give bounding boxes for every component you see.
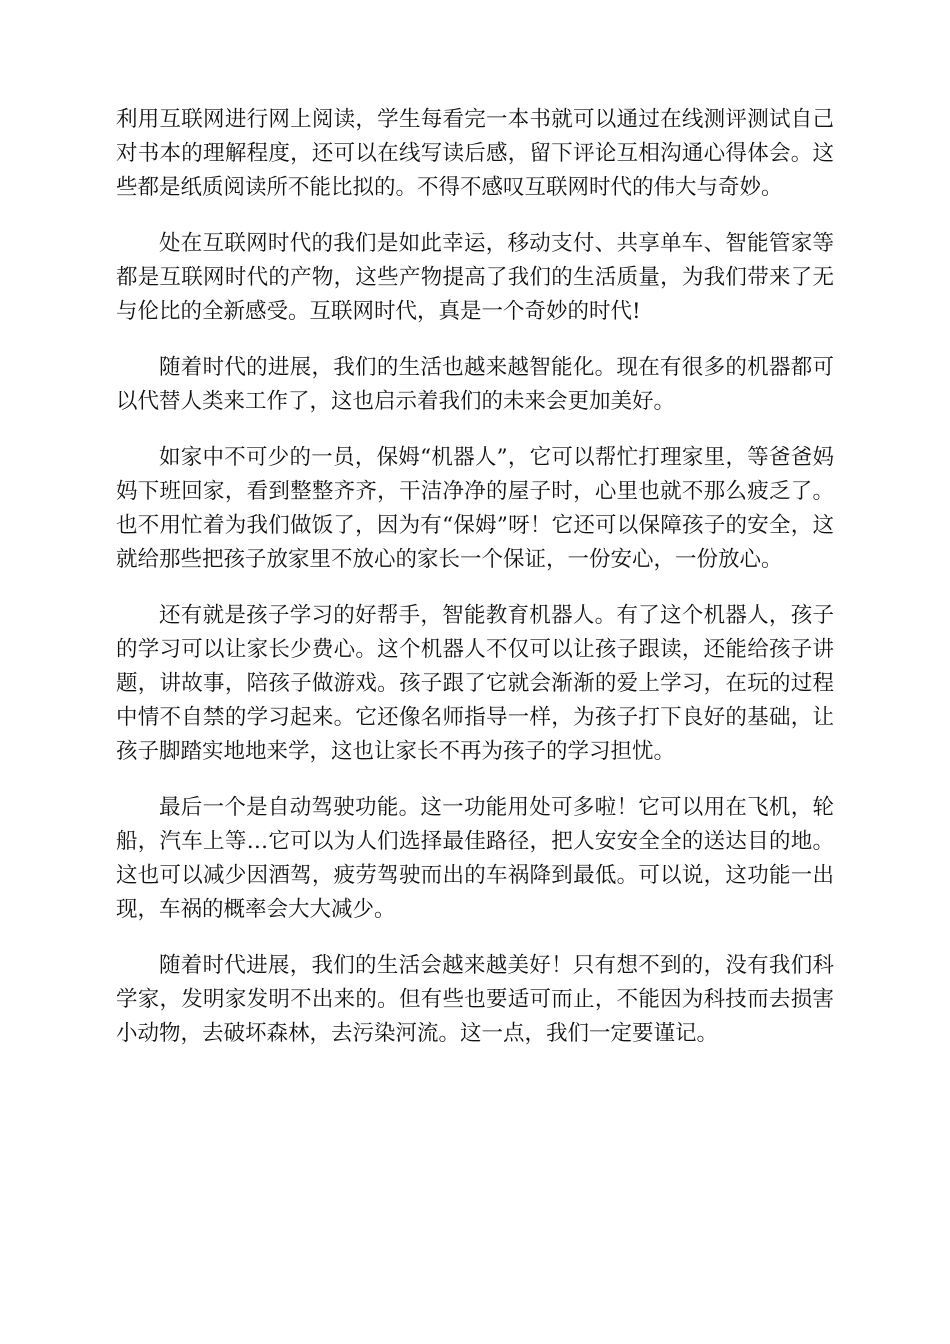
paragraph-5: 还有就是孩子学习的好帮手，智能教育机器人。有了这个机器人，孩子的学习可以让家长少费心。这个机器人不仅可以让孩子跟读，还能给孩子讲题，讲故事，陪孩子做游戏。孩子跟了它就会渐渐的爱上学习，在玩的过程中情不自禁的学习起来。它还像名师指导一样，为孩子打下良好的基础，让孩子脚踏实地地来学，这也让家长不再为孩子的学习担忧。 [116,603,834,764]
paragraph-4: 如家中不可少的一员，保姆“机器人”，它可以帮忙打理家里，等爸爸妈妈下班回家，看到整整齐齐，干洁净净的屋子时，心里也就不那么疲乏了。也不用忙着为我们做饭了，因为有“保姆”呀！它还可以保障孩子的安全，这就给那些把孩子放家里不放心的家长一个保证，一份安心，一份放心。 [116,445,834,572]
paragraph-7: 随着时代进展，我们的生活会越来越美好！只有想不到的，没有我们科学家，发明家发明不出来的。但有些也要适可而止，不能因为科技而去损害小动物，去破坏森林，去污染河流。这一点，我们一定要谨记。 [116,953,834,1046]
paragraph-2: 处在互联网时代的我们是如此幸运，移动支付、共享单车、智能管家等都是互联网时代的产物，这些产物提高了我们的生活质量，为我们带来了无与伦比的全新感受。互联网时代，真是一个奇妙的时代! [116,231,834,324]
paragraph-6: 最后一个是自动驾驶功能。这一功能用处可多啦！它可以用在飞机，轮船，汽车上等…它可以为人们选择最佳路径，把人安安全全的送达目的地。这也可以减少因酒驾，疲劳驾驶而出的车祸降到最低。可以说，这功能一出现，车祸的概率会大大减少。 [116,795,834,922]
paragraph-3: 随着时代的进展，我们的生活也越来越智能化。现在有很多的机器都可以代替人类来工作了，这也启示着我们的未来会更加美好。 [116,355,834,414]
paragraph-1: 利用互联网进行网上阅读，学生每看完一本书就可以通过在线测评测试自己对书本的理解程度，还可以在线写读后感，留下评论互相沟通心得体会。这些都是纸质阅读所不能比拟的。不得不感叹互联网时代的伟大与奇妙。 [116,107,834,200]
document-page [116,103,834,1073]
